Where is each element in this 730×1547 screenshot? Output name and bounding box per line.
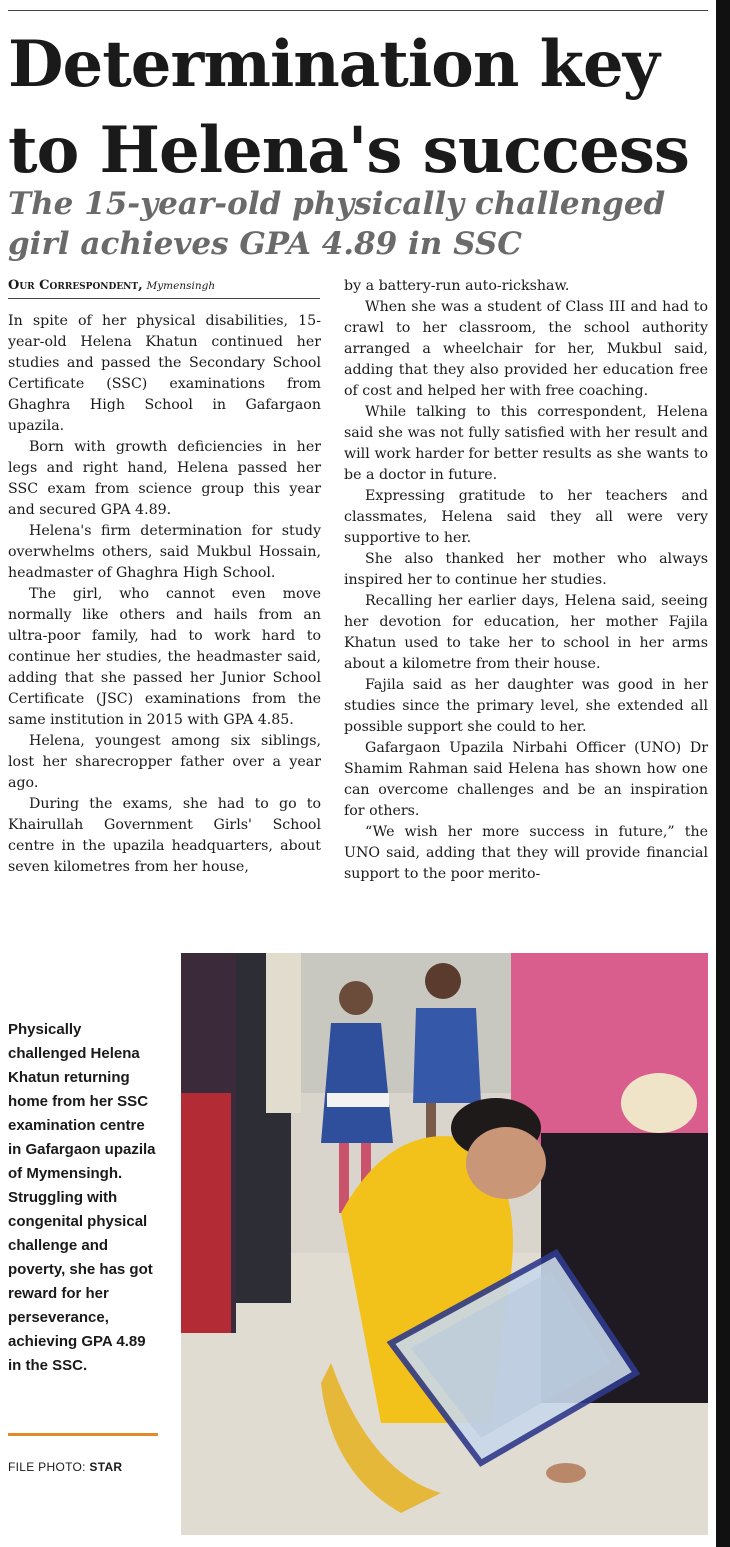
photo-credit — [8, 1460, 122, 1474]
paragraph: During the exams, she had to go to Khairullah Government Girls' School centre in the upazila headquarters, about seven kilometres from her house, — [8, 796, 321, 875]
byline-place: Mymensingh — [146, 280, 216, 292]
paragraph: “We wish her more success in future,” the UNO said, adding that they will provide financial support to the poor merito- — [344, 824, 708, 882]
page-edge-bar — [716, 0, 730, 1547]
photo-credit-source: STAR — [89, 1460, 123, 1474]
caption-accent-rule — [8, 1433, 158, 1436]
paragraph: Born with growth deficiencies in her legs and right hand, Helena passed her SSC exam from science group this year and secured GPA 4.89. — [8, 439, 321, 518]
byline — [8, 276, 320, 299]
top-rule — [8, 10, 708, 11]
paragraph: While talking to this correspondent, Helena said she was not fully satisfied with her result and will work harder for better results as she wants to be a doctor in future. — [344, 404, 708, 483]
paragraph: In spite of her physical disabilities, 15-year-old Helena Khatun continued her studies and passed the Secondary School Certificate (SSC) examinations from Ghaghra High School in Gafargaon upazila. — [8, 313, 321, 434]
article-column-left — [8, 311, 321, 878]
photo-credit-label: FILE PHOTO: — [8, 1460, 86, 1474]
news-photo — [181, 953, 708, 1535]
paragraph: The girl, who cannot even move normally like others and hails from an ultra-poor family, had to work hard to continue her studies, the headmaster said, adding that she passed her Junior School Certificate (JSC) examinations from the same institution in 2015 with GPA 4.85. — [8, 586, 321, 728]
subheadline: The 15-year-old physically challenged girl achieves GPA 4.89 in SSC — [8, 186, 666, 262]
paragraph: Fajila said as her daughter was good in her studies since the primary level, she extended all possible support she could to her. — [344, 677, 708, 735]
paragraph: She also thanked her mother who always inspired her to continue her studies. — [344, 551, 708, 588]
paragraph: Helena's firm determination for study overwhelms others, said Mukbul Hossain, headmaster of Ghaghra High School. — [8, 523, 321, 581]
paragraph: by a battery-run auto-rickshaw. — [344, 278, 570, 294]
byline-author: Our Correspondent, — [8, 278, 143, 293]
paragraph: Expressing gratitude to her teachers and classmates, Helena said they all were very supportive to her. — [344, 488, 708, 546]
photo-illustration — [181, 953, 708, 1535]
paragraph: Recalling her earlier days, Helena said, seeing her devotion for education, her mother Fajila Khatun used to take her to school in her arms about a kilometre from their house. — [344, 593, 708, 672]
photo-caption: Physically challenged Helena Khatun returning home from her SSC examination centre in Gafargaon upazila of Mymensingh. Struggling with congenital physical challenge and poverty, she has got reward for her perseverance, achieving GPA 4.89 in the SSC. — [8, 1021, 156, 1374]
paragraph: When she was a student of Class III and had to crawl to her classroom, the school authority arranged a wheelchair for her, Mukbul said, adding that they also provided her education free of cost and helped her with free coaching. — [344, 299, 708, 399]
paragraph: Gafargaon Upazila Nirbahi Officer (UNO) Dr Shamim Rahman said Helena has shown how one can overcome challenges and be an inspiration for others. — [344, 740, 708, 819]
paragraph: Helena, youngest among six siblings, lost her sharecropper father over a year ago. — [8, 733, 321, 791]
headline: Determination key to Helena's success — [8, 27, 689, 188]
article-column-right — [344, 276, 708, 885]
